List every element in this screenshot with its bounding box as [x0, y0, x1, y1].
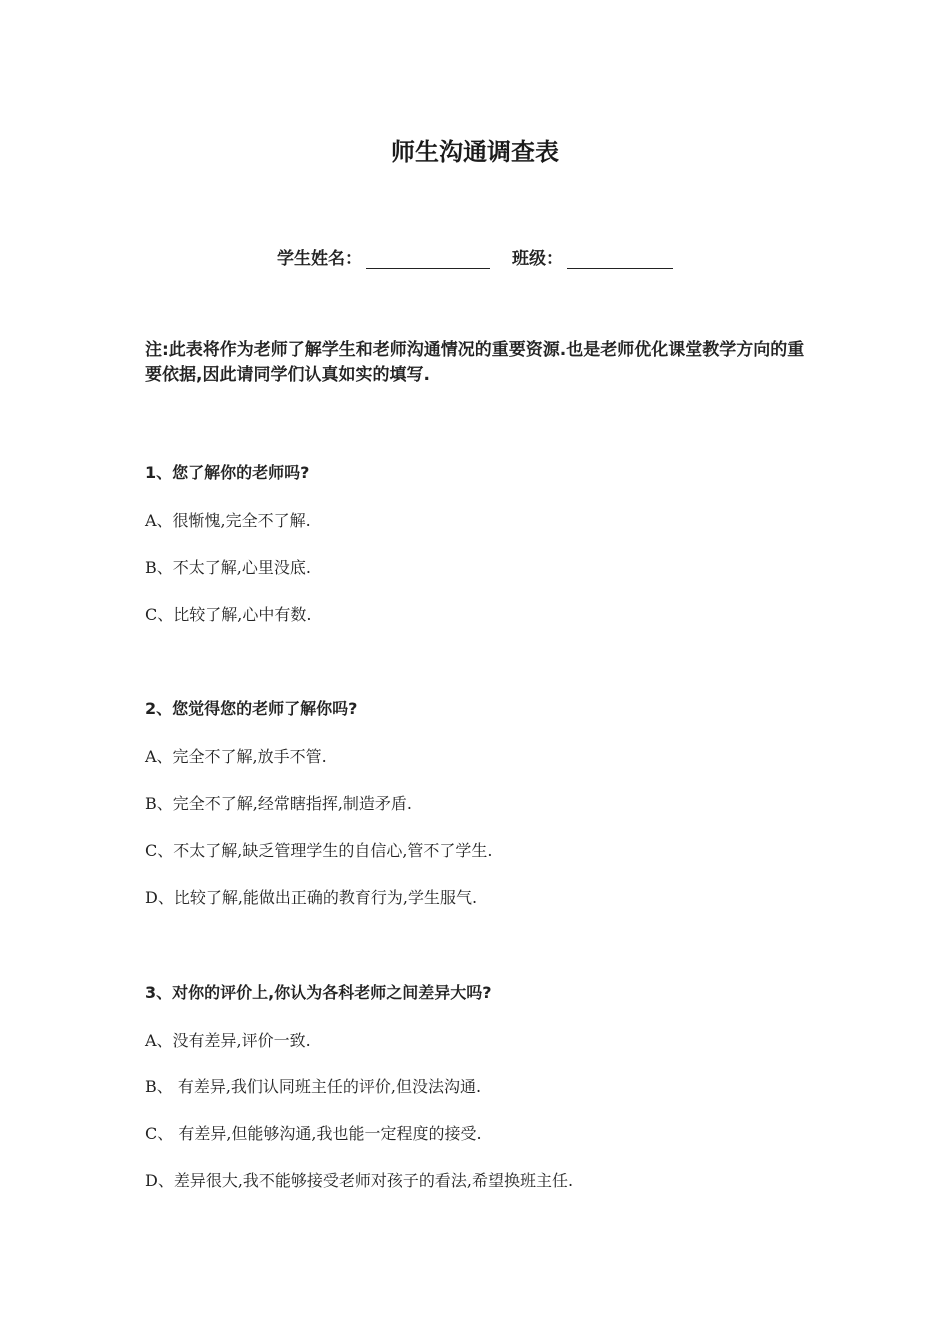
info-fields [0, 244, 950, 269]
question-1-option-c: C、比较了解,心中有数. [145, 605, 312, 624]
question-3-option-c: C、 有差异,但能够沟通,我也能一定程度的接受. [145, 1124, 482, 1143]
student-name-blank[interactable] [366, 250, 490, 269]
question-1: 1、您了解你的老师吗? [145, 463, 310, 482]
question-1-option-b: B、不太了解,心里没底. [145, 558, 311, 577]
note-text: 注:此表将作为老师了解学生和老师沟通情况的重要资源.也是老师优化课堂教学方向的重要依据,因此请同学们认真如实的填写. [145, 340, 805, 385]
question-2-option-a: A、完全不了解,放手不管. [145, 747, 327, 766]
question-1-option-a: A、很惭愧,完全不了解. [145, 511, 311, 530]
question-3-option-a: A、没有差异,评价一致. [145, 1031, 311, 1050]
question-2: 2、您觉得您的老师了解你吗? [145, 699, 358, 718]
question-2-option-b: B、完全不了解,经常瞎指挥,制造矛盾. [145, 794, 413, 813]
question-3-option-d: D、差异很大,我不能够接受老师对孩子的看法,希望换班主任. [145, 1171, 574, 1190]
student-name-label: 学生姓名： [277, 249, 362, 269]
question-3: 3、对你的评价上,你认为各科老师之间差异大吗? [145, 983, 492, 1002]
question-2-option-d: D、比较了解,能做出正确的教育行为,学生服气. [145, 888, 478, 907]
question-2-option-c: C、不太了解,缺乏管理学生的自信心,管不了学生. [145, 841, 493, 860]
question-3-option-b: B、 有差异,我们认同班主任的评价,但没法沟通. [145, 1077, 482, 1096]
class-blank[interactable] [567, 250, 673, 269]
class-label: 班级： [512, 249, 563, 269]
page-title: 师生沟通调查表 [391, 138, 559, 166]
